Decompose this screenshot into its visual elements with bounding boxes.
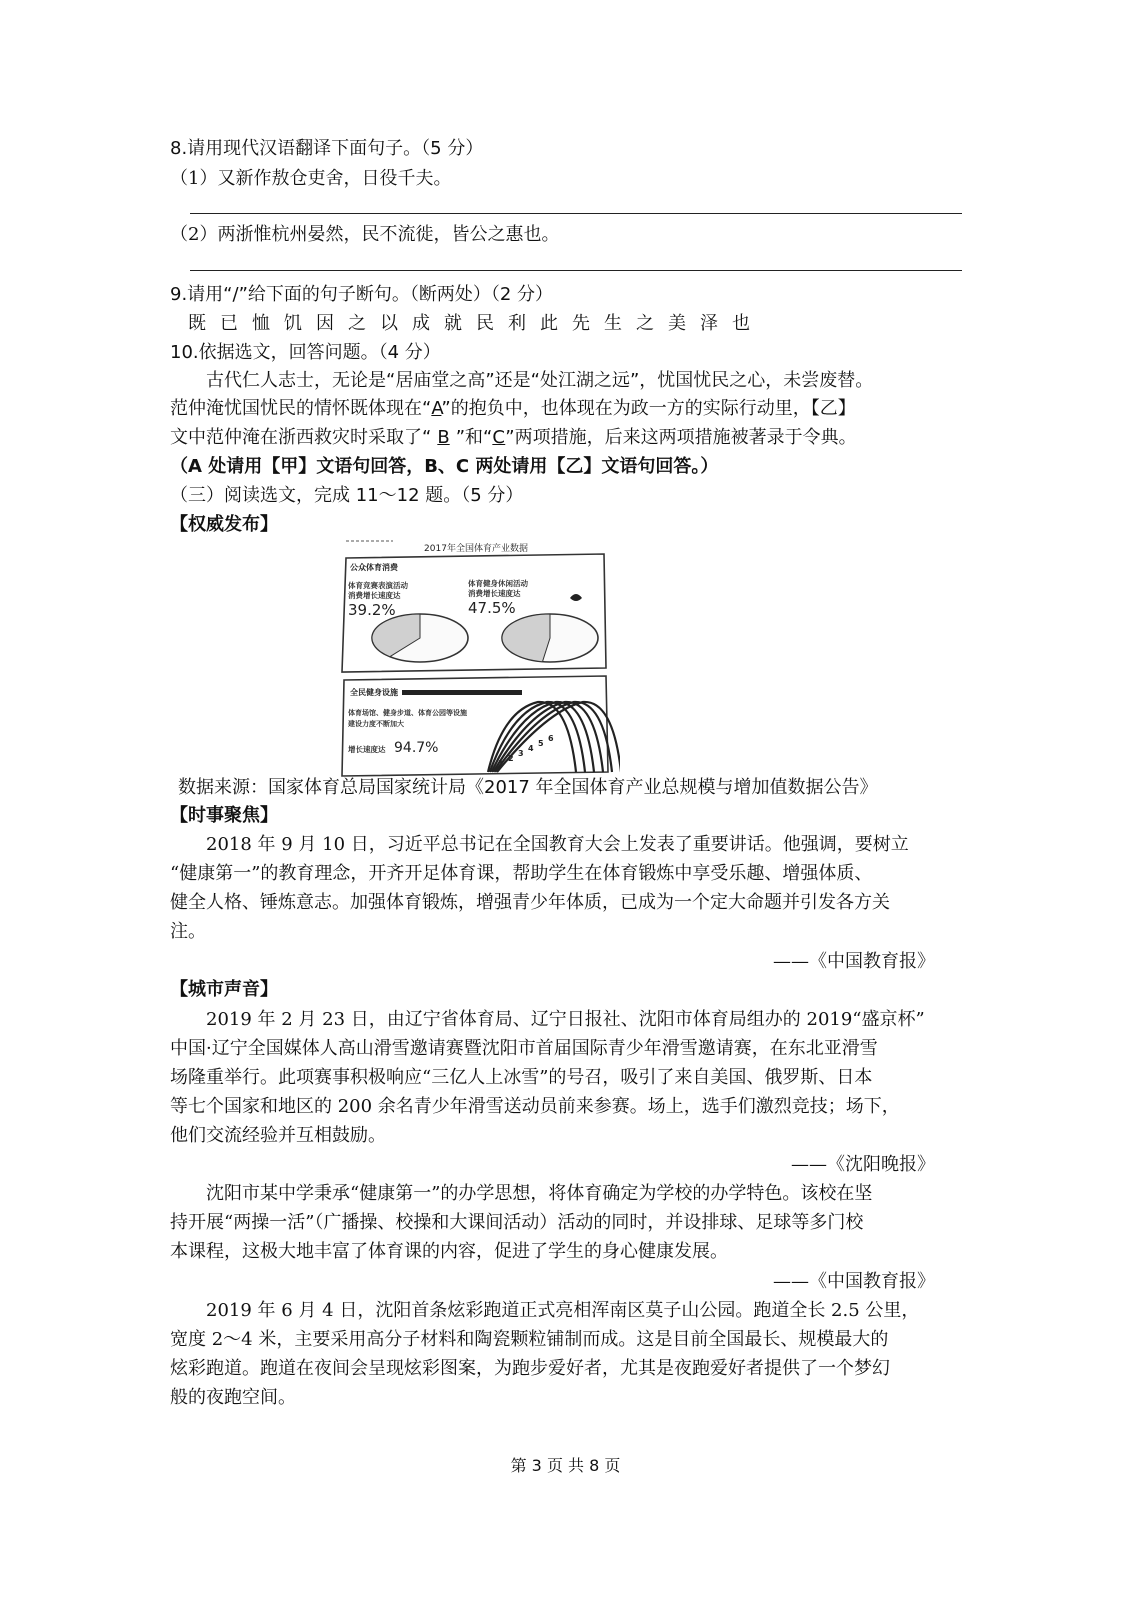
q10-title: 10.依据选文，回答问题。（4 分）: [170, 342, 441, 363]
facility-bar: [402, 690, 522, 695]
series-1-line-1: 体育竞赛表演活动: [348, 581, 408, 590]
city-p1-line-4: 等七个国家和地区的 200 余名青少年滑雪送动员前来参赛。场上，选手们激烈竞技；场下，: [170, 1096, 900, 1117]
blank-b: B: [437, 427, 450, 448]
news-line-2: “健康第一”的教育理念，开齐开足体育课，帮助学生在体育锻炼中享受乐趣、增强体质、: [170, 863, 873, 884]
news-line-4: 注。: [170, 921, 206, 942]
q10-para-3-b: ”和“: [455, 427, 493, 448]
consumption-label: 公众体育消费: [350, 563, 398, 572]
q10-para-2: [170, 398, 856, 420]
runner-icon: [570, 594, 582, 601]
city-p3-line-2: 宽度 2～4 米，主要采用高分子材料和陶瓷颗粒铺制而成。这是目前全国最长、规模最大的: [170, 1329, 889, 1350]
lane-number: 5: [538, 739, 544, 748]
data-source: 数据来源：国家体育总局国家统计局《2017 年全国体育产业总规模与增加值数据公告》: [178, 777, 878, 798]
running-track-icon: [488, 702, 620, 772]
city-p1-line-5: 他们交流经验并互相鼓励。: [170, 1125, 386, 1146]
news-line-3: 健全人格、锤炼意志。加强体育锻炼，增强青少年体质，已成为一个定大命题并引发各方关: [170, 892, 890, 913]
city-p1-line-3: 场隆重举行。此项赛事积极响应“三亿人上冰雪”的号召，吸引了来自美国、俄罗斯、日本: [170, 1067, 873, 1088]
city-p1-line-1: 2019 年 2 月 23 日，由辽宁省体育局、辽宁日报社、沈阳市体育局组办的 2019“盛京杯”: [206, 1009, 925, 1030]
q10-para-3: [170, 427, 857, 449]
city-p2-line-2: 持开展“两操一活”（广播操、校操和大课间活动）活动的同时，并设排球、足球等多门校: [170, 1212, 864, 1233]
city-p3-line-1: 2019 年 6 月 4 日，沈阳首条炫彩跑道正式亮相浑南区莫子山公园。跑道全长 2.5 公里，: [206, 1300, 920, 1321]
city-source-1: ——《沈阳晚报》: [791, 1154, 935, 1175]
facility-line-1: 体育场馆、健身步道、体育公园等设施: [348, 709, 467, 717]
q10-para-2-a: 范仲淹忧国忧民的情怀既体现在“: [170, 398, 432, 419]
news-line-1: 2018 年 9 月 10 日，习近平总书记在全国教育大会上发表了重要讲话。他强调，要树立: [206, 834, 909, 855]
facility-label: 全民健身设施: [350, 688, 398, 697]
q10-para-1: 古代仁人志士，无论是“居庙堂之高”还是“处江湖之远”，忧国忧民之心，未尝废替。: [206, 370, 874, 391]
answer-line-1: [190, 213, 962, 214]
lane-number: 6: [548, 734, 554, 743]
pie-2-slice: [502, 614, 550, 662]
city-p1-line-2: 中国·辽宁全国媒体人高山滑雪邀请赛暨沈阳市首届国际青少年滑雪邀请赛，在东北亚滑雪: [170, 1038, 878, 1059]
facility-rate-prefix: 增长速度达: [348, 745, 386, 754]
facility-rate-label: 94.7%: [394, 740, 439, 756]
lane-number: 3: [518, 749, 524, 758]
blank-a: A: [431, 398, 442, 419]
q10-para-2-b: ”的抱负中，也体现在为政一方的实际行动里，【乙】: [441, 398, 856, 419]
city-source-2: ——《中国教育报》: [773, 1271, 935, 1292]
series-2-line-2: 消费增长速度达: [468, 589, 521, 598]
q8-item-1: （1）又新作敖仓吏舍，日役千夫。: [170, 168, 452, 189]
news-source: ——《中国教育报》: [773, 951, 935, 972]
series-2-line-1: 体育健身休闲活动: [468, 579, 528, 588]
city-p2-line-1: 沈阳市某中学秉承“健康第一”的办学思想，将体育确定为学校的办学特色。该校在坚: [206, 1183, 873, 1204]
lane-number: 2: [508, 754, 514, 763]
section-3-title: （三）阅读选文，完成 11～12 题。（5 分）: [170, 485, 524, 506]
authority-heading: 【权威发布】: [170, 514, 278, 535]
q8-item-2: （2）两浙惟杭州晏然，民不流徙，皆公之惠也。: [170, 224, 560, 245]
q10-note: （A 处请用【甲】文语句回答，B、C 两处请用【乙】文语句回答。）: [170, 456, 719, 477]
city-p3-line-4: 般的夜跑空间。: [170, 1387, 296, 1408]
lane-number: 4: [528, 744, 534, 753]
lane-number: 1: [498, 759, 504, 768]
chart-title: 2017年全国体育产业数据: [424, 544, 528, 554]
q9-title: 9.请用“/”给下面的句子断句。（断两处）（2 分）: [170, 284, 554, 305]
city-heading: 【城市声音】: [170, 979, 278, 1000]
sports-industry-figure: [338, 540, 620, 786]
q9-sentence: 既已恤饥因之以成就民利此先生之美泽也: [188, 313, 764, 334]
facility-line-2: 建设力度不断加大: [348, 720, 404, 728]
q8-title: 8.请用现代汉语翻译下面句子。（5 分）: [170, 138, 484, 159]
answer-line-2: [190, 270, 962, 271]
blank-c: C: [492, 427, 506, 448]
series-2-value-label: 47.5%: [468, 599, 516, 617]
series-1-line-2: 消费增长速度达: [348, 591, 401, 600]
city-p2-line-3: 本课程，这极大地丰富了体育课的内容，促进了学生的身心健康发展。: [170, 1241, 728, 1262]
series-1-value-label: 39.2%: [348, 601, 396, 619]
city-p3-line-3: 炫彩跑道。跑道在夜间会呈现炫彩图案，为跑步爱好者，尤其是夜跑爱好者提供了一个梦幻: [170, 1358, 890, 1379]
q10-para-3-a: 文中范仲淹在浙西救灾时采取了“: [170, 427, 432, 448]
page-number: 第 3 页 共 8 页: [510, 1456, 621, 1475]
news-heading: 【时事聚焦】: [170, 805, 278, 826]
q10-para-3-c: ”两项措施，后来这两项措施被著录于令典。: [505, 427, 857, 448]
